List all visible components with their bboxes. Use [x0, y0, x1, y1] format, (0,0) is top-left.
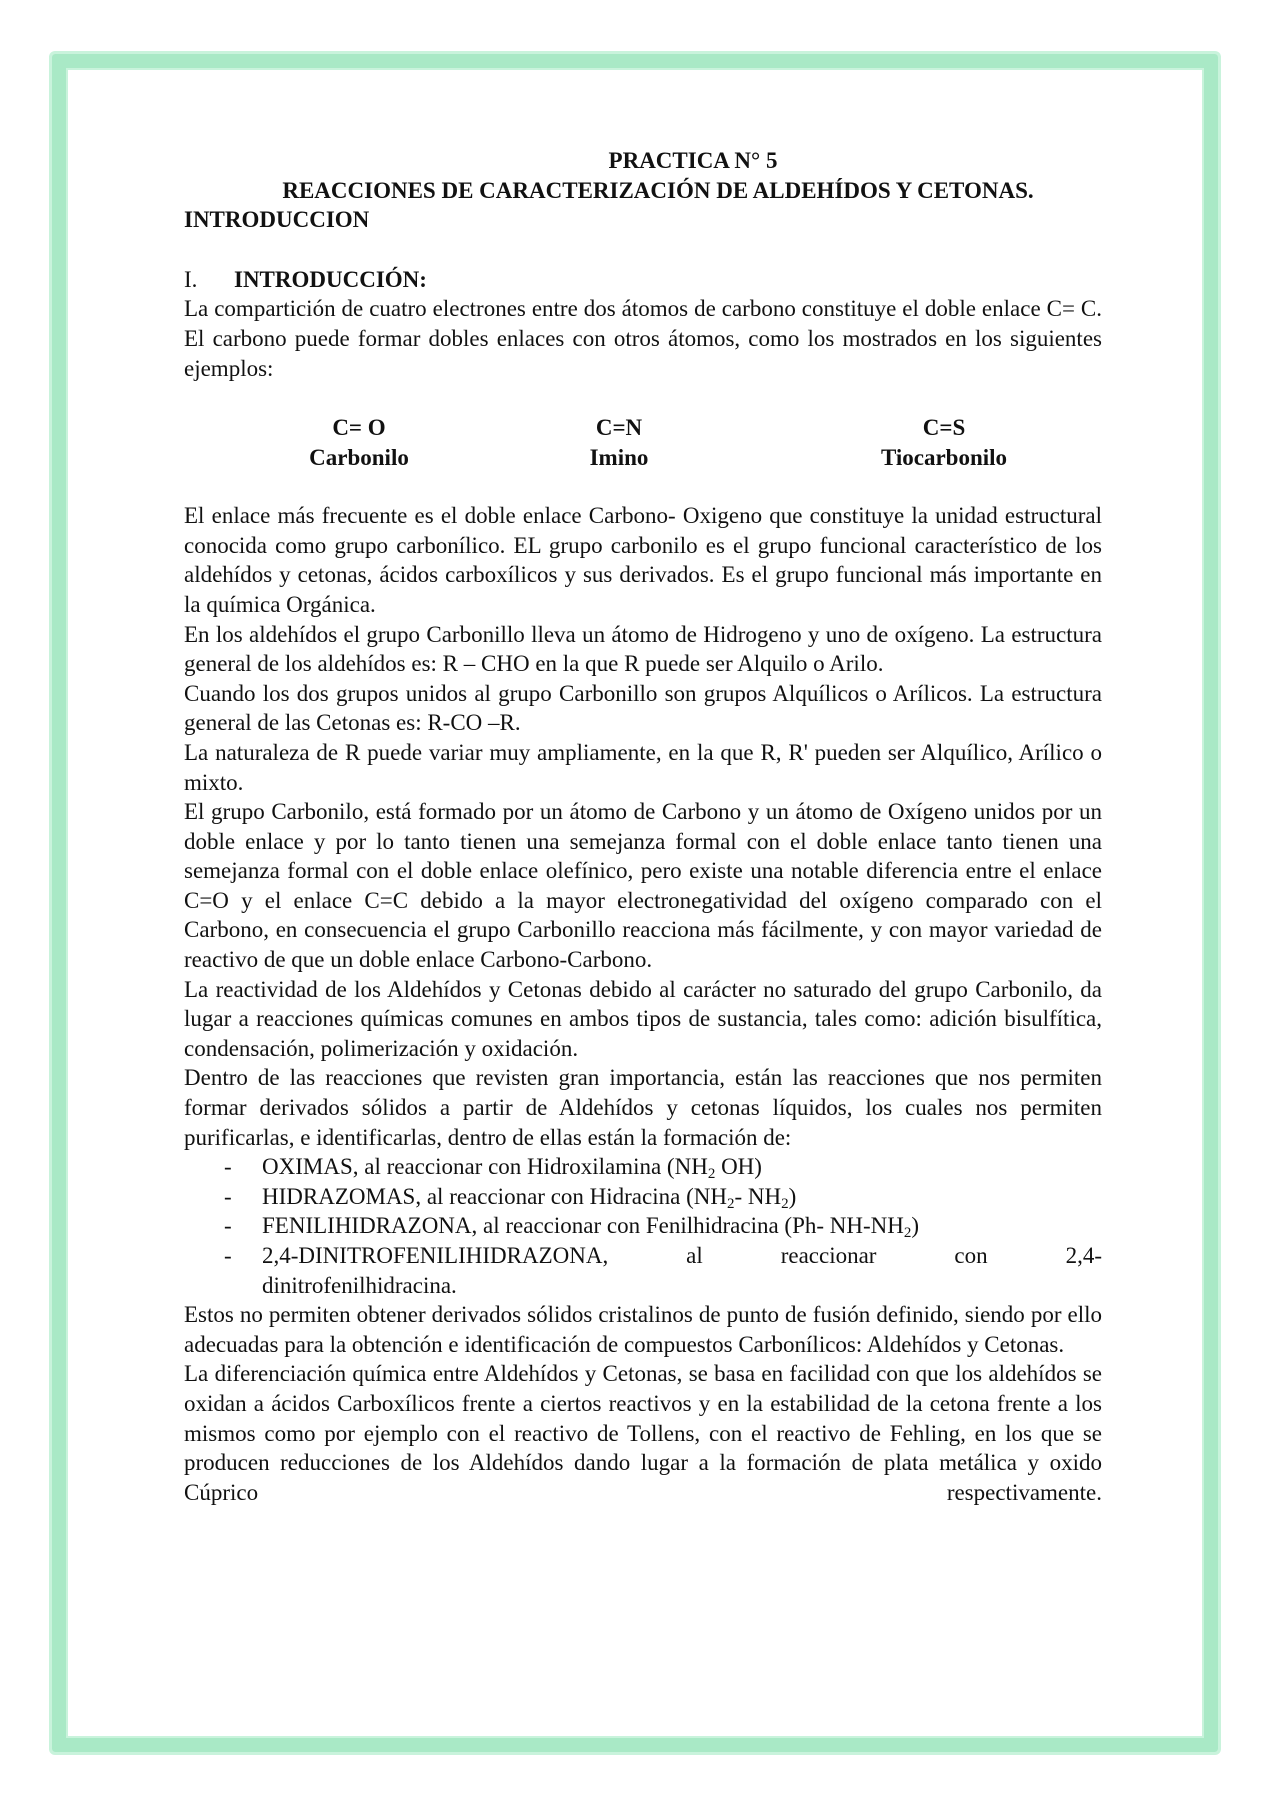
- section-heading: [184, 265, 1102, 295]
- group-carbonilo: [274, 413, 444, 473]
- group-formula: C=N: [595, 415, 643, 441]
- list-item: - 2,4-DINITROFENILIHIDRAZONA, al reaccionar con 2,4- dinitrofenilhidracina.: [224, 1243, 1102, 1298]
- paragraph: Dentro de las reacciones que revisten gran importancia, están las reacciones que nos permiten formar derivados sólidos a partir de Aldehídos y cetonas líquidos, los cuales nos permiten purificarlas, e identificarlas, dentro de ellas están la formación de:: [184, 1065, 1102, 1150]
- list-item: - HIDRAZOMAS, al reaccionar con Hidracina ($NH_2-$ $NH_2$): [224, 1183, 797, 1212]
- section-number: I.: [184, 266, 198, 292]
- list-item: - FENILIHIDRAZONA, al reaccionar con Fenilhidracina (Ph- $NH-NH_2$): [224, 1213, 920, 1242]
- list-dash: -: [224, 1243, 232, 1268]
- derivatives-list: [184, 1152, 1102, 1300]
- document-page: [184, 146, 1102, 1507]
- group-name: Imino: [589, 445, 649, 471]
- practice-number: PRACTICA N° 5: [608, 148, 778, 173]
- list-dash: -: [224, 1213, 232, 1239]
- intro-label: INTRODUCCION: [184, 207, 370, 233]
- group-name: Carbonilo: [309, 445, 409, 471]
- group-formula: C= O: [332, 415, 386, 441]
- paragraph: La compartición de cuatro electrones entre dos átomos de carbono constituye el doble enlace C= C. El carbono puede formar dobles enlaces con otros átomos, como los mostrados en los siguientes ejemplos:: [184, 296, 1102, 381]
- paragraph: La diferenciación química entre Aldehídos y Cetonas, se basa en facilidad con que los aldehídos se oxidan a ácidos Carboxílicos frente a ciertos reactivos y en la estabilidad de la cetona frente a los mismos como por ejemplo con el reactivo de Tollens, con el reactivo de Fehling, en los que se producen reducciones de los Aldehídos dando lugar a la formación de plata metálica y oxido Cúprico respectivamente.: [184, 1361, 1102, 1505]
- paragraph: Estos no permiten obtener derivados sólidos cristalinos de punto de fusión definido, siendo por ello adecuadas para la obtención e identificación de compuestos Carbonílicos: Aldehídos y Cetonas.: [184, 1302, 1102, 1357]
- group-name: Tiocarbonilo: [880, 445, 1008, 471]
- list-item-line: 2,4-DINITROFENILIHIDRAZONA, al reaccionar con 2,4-: [262, 1243, 1102, 1268]
- group-imino: [524, 413, 714, 473]
- paragraph: El grupo Carbonilo, está formado por un átomo de Carbono y un átomo de Oxígeno unidos por un doble enlace y por lo tanto tienen una semejanza formal con el doble enlace tanto tienen una semejanza formal con el doble enlace olefínico, pero existe una notable diferencia entre el enlace C=O y el enlace C=C debido a la mayor electronegatividad del oxígeno comparado con el Carbono, en consecuencia el grupo Carbonillo reacciona más fácilmente, y con mayor variedad de reactivo de que un doble enlace Carbono-Carbono.: [184, 799, 1102, 973]
- group-tiocarbonilo: [844, 413, 1044, 473]
- paragraph: La naturaleza de R puede variar muy ampliamente, en la que R, R' pueden ser Alquílico, Arílico o mixto.: [184, 739, 1102, 795]
- functional-groups: [184, 413, 1102, 471]
- list-item: - OXIMAS, al reaccionar con Hidroxilamina ($NH_2$ OH): [224, 1154, 762, 1183]
- document-title: REACCIONES DE CARACTERIZACIÓN DE ALDEHÍDOS Y CETONAS.: [282, 177, 1034, 203]
- list-dash: -: [224, 1183, 232, 1209]
- paragraph: Cuando los dos grupos unidos al grupo Carbonillo son grupos Alquílicos o Arílicos. La estructura general de las Cetonas es: R-CO –R.: [184, 680, 1102, 736]
- paragraph: En los aldehídos el grupo Carbonillo lleva un átomo de Hidrogeno y uno de oxígeno. La estructura general de los aldehídos es: R – CHO en la que R puede ser Alquilo o Arilo.: [184, 621, 1102, 677]
- paragraph: El enlace más frecuente es el doble enlace Carbono- Oxigeno que constituye la unidad estructural conocida como grupo carbonílico. EL grupo carbonilo es el grupo funcional característico de los aldehídos y cetonas, ácidos carboxílicos y sus derivados. Es el grupo funcional más importante en la química Orgánica.: [184, 503, 1102, 617]
- list-dash: -: [224, 1154, 232, 1180]
- group-formula: C=S: [922, 415, 966, 441]
- paragraph: La reactividad de los Aldehídos y Cetonas debido al carácter no saturado del grupo Carbonilo, da lugar a reacciones químicas comunes en ambos tipos de sustancia, tales como: adición bisulfítica, condensación, polimerización y oxidación.: [184, 976, 1102, 1061]
- section-title: INTRODUCCIÓN:: [234, 266, 427, 292]
